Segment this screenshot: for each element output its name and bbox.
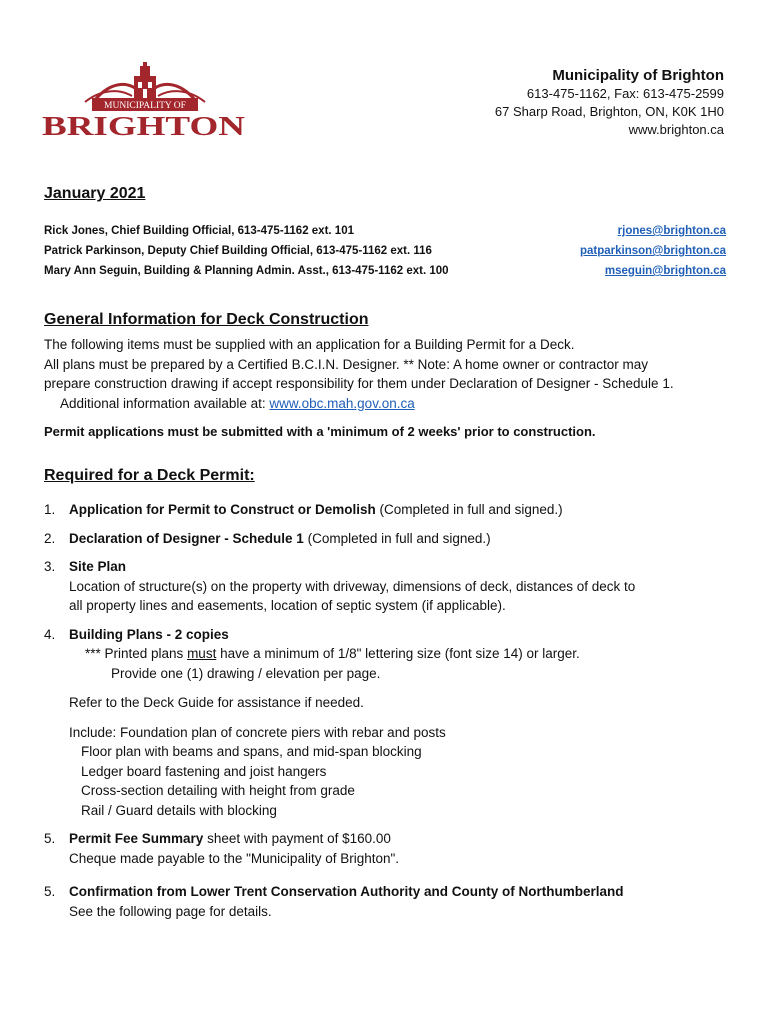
intro-line: All plans must be prepared by a Certified B.C.I.N. Designer. ** Note: A home owner or contractor may: [44, 356, 649, 372]
item-number: 4.: [44, 626, 56, 642]
list-item: [44, 529, 744, 549]
phone-fax: 613-475-1162, Fax: 613-475-2599: [526, 86, 724, 101]
general-info-heading: General Information for Deck Construction: [44, 311, 369, 328]
contacts-list: [44, 221, 726, 281]
item-detail: sheet with payment of $160.00: [203, 831, 391, 846]
include-line: Floor plan with beams and spans, and mid-span blocking: [81, 744, 422, 759]
item-detail: Cheque made payable to the "Municipality of Brighton".: [69, 850, 400, 866]
general-info-text: [44, 335, 744, 413]
include-line: Ledger board fastening and joist hangers: [81, 763, 327, 779]
item-number: 3.: [44, 559, 56, 574]
intro-line: prepare construction drawing if accept responsibility for them under Declaration of Designer - Schedule 1.: [44, 376, 674, 391]
item-title: Site Plan: [69, 559, 127, 574]
organization-name: Municipality of Brighton: [552, 67, 724, 84]
contact-info: Patrick Parkinson, Deputy Chief Building Official, 613-475-1162 ext. 116: [44, 245, 432, 257]
item-number: 2.: [44, 530, 56, 546]
item-detail: Refer to the Deck Guide for assistance if needed.: [69, 695, 364, 710]
obc-website-link[interactable]: www.obc.mah.gov.on.ca: [269, 395, 415, 411]
list-item: [44, 625, 744, 821]
item-title: Application for Permit to Construct or Demolish: [69, 502, 376, 517]
website-link[interactable]: www.brighton.ca: [628, 122, 724, 137]
list-item: [44, 500, 744, 520]
organization-address-block: [495, 66, 724, 139]
contact-email-link[interactable]: mseguin@brighton.ca: [604, 265, 726, 277]
item-title: Declaration of Designer - Schedule 1: [69, 530, 304, 546]
item-detail: See the following page for details.: [69, 903, 272, 919]
list-item: [44, 882, 744, 921]
additional-info-label: Additional information available at:: [60, 395, 270, 411]
include-line: Rail / Guard details with blocking: [81, 802, 277, 818]
emphasis-must: must: [187, 646, 217, 661]
contact-info: Mary Ann Seguin, Building & Planning Admin. Asst., 613-475-1162 ext. 100: [44, 265, 449, 277]
item-note: Provide one (1) drawing / elevation per page.: [111, 665, 381, 681]
item-detail: (Completed in full and signed.): [303, 530, 491, 546]
street-address: 67 Sharp Road, Brighton, ON, K0K 1H0: [494, 104, 724, 119]
list-item: [44, 829, 744, 868]
requirements-list: [44, 500, 744, 921]
item-note: *** Printed plans must have a minimum of 1/8" lettering size (font size 14) or larger.: [85, 646, 580, 661]
contact-email-link[interactable]: rjones@brighton.ca: [617, 225, 726, 237]
contact-row: [44, 221, 726, 241]
submission-notice: Permit applications must be submitted with a 'minimum of 2 weeks' prior to construction.: [44, 424, 596, 439]
intro-line: The following items must be supplied with an application for a Building Permit for a Deck.: [44, 337, 575, 352]
include-line: Include: Foundation plan of concrete piers with rebar and posts: [69, 724, 446, 740]
include-line: Cross-section detailing with height from grade: [81, 783, 355, 798]
list-item: [44, 557, 744, 616]
contact-row: [44, 261, 726, 281]
item-detail: all property lines and easements, location of septic system (if applicable).: [69, 598, 506, 613]
contact-info: Rick Jones, Chief Building Official, 613-475-1162 ext. 101: [44, 225, 354, 237]
logo-top-text: MUNICIPALITY OF: [104, 101, 186, 111]
logo-name: BRIGHTON: [42, 111, 246, 141]
required-heading: Required for a Deck Permit:: [44, 467, 255, 484]
item-title: Permit Fee Summary: [69, 831, 204, 846]
brighton-logo-graphic: [40, 62, 250, 142]
item-title: Confirmation from Lower Trent Conservation Authority and County of Northumberland: [69, 884, 624, 899]
item-detail: Location of structure(s) on the property with driveway, dimensions of deck, distances of deck to: [69, 578, 636, 594]
item-number: 5.: [44, 831, 56, 846]
item-title: Building Plans - 2 copies: [69, 626, 229, 642]
item-number: 1.: [44, 502, 56, 517]
contact-row: [44, 241, 726, 261]
additional-info-line: [44, 394, 744, 414]
brighton-logo: [40, 62, 250, 142]
document-date: January 2021: [44, 185, 146, 202]
contact-email-link[interactable]: patparkinson@brighton.ca: [579, 245, 726, 257]
item-detail: (Completed in full and signed.): [375, 502, 563, 517]
item-number: 5.: [44, 884, 56, 899]
